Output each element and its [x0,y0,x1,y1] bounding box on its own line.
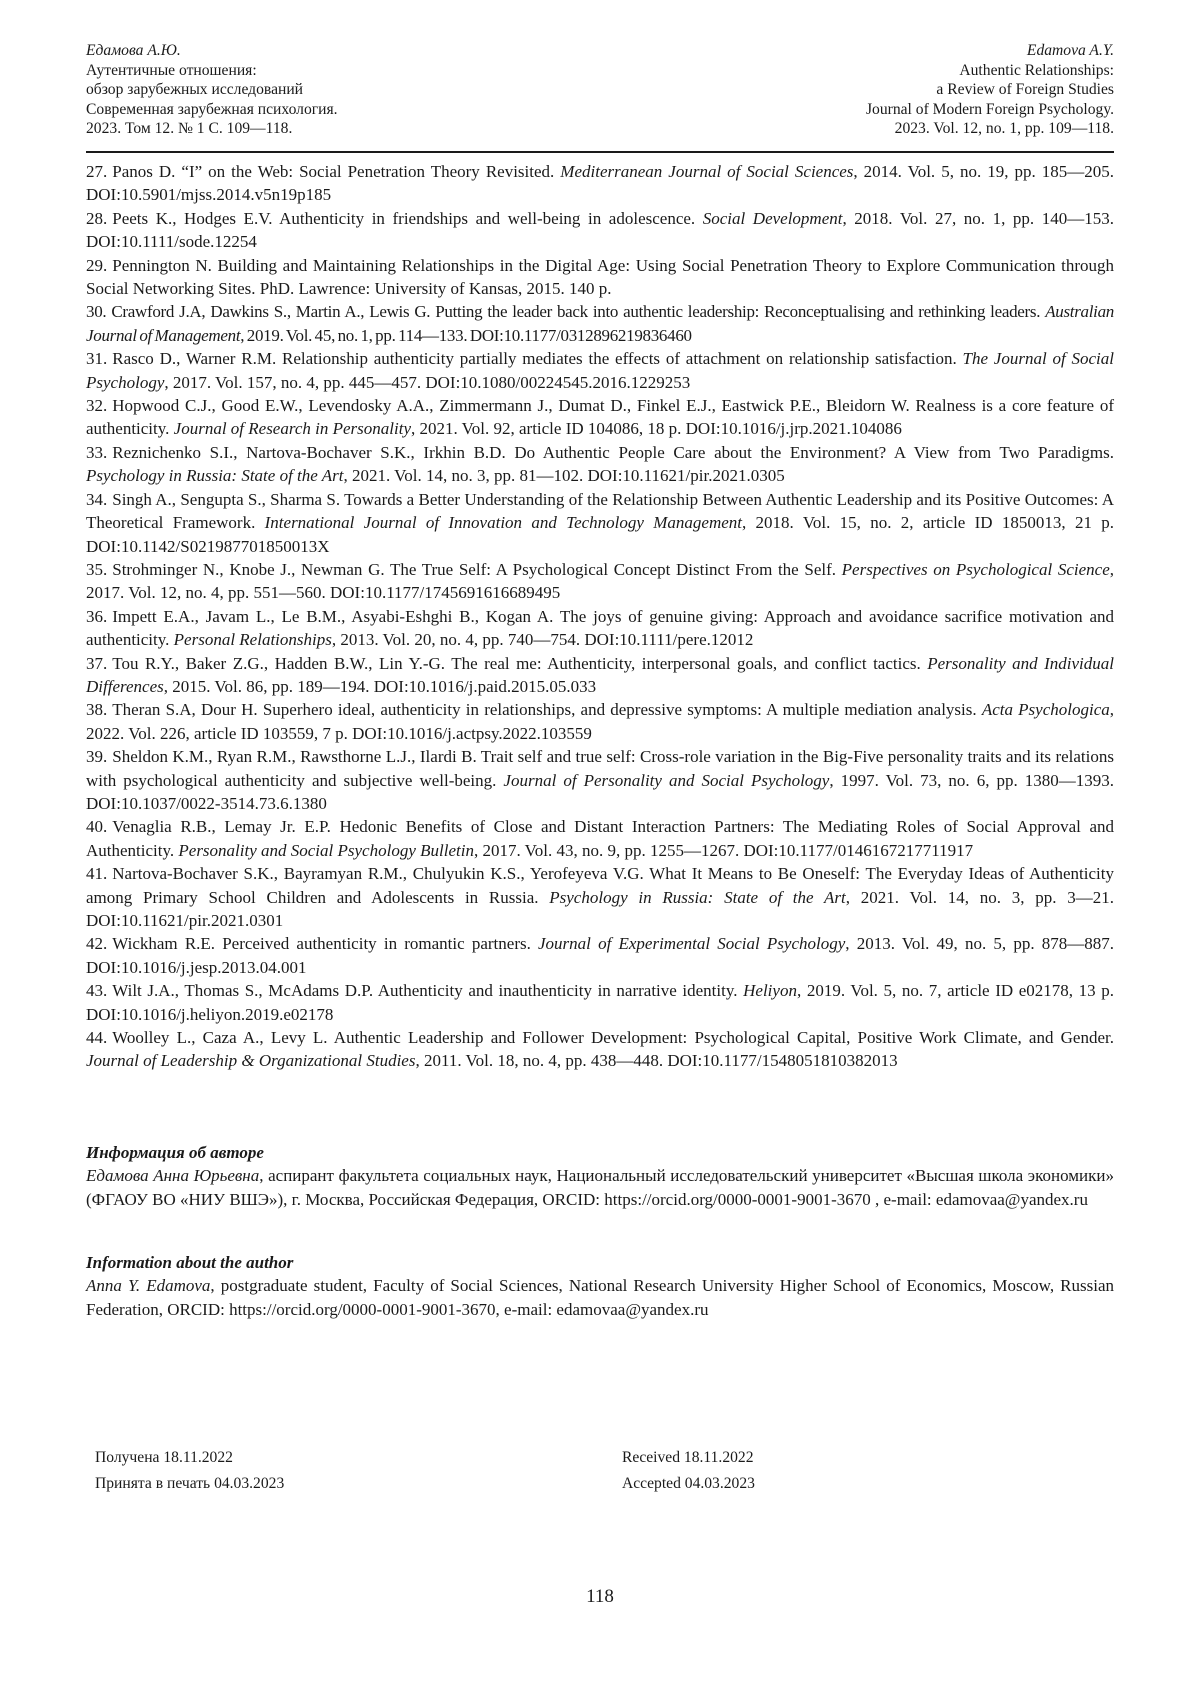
reference-item [86,979,1114,1026]
reference-item [86,558,1114,605]
reference-text: Sheldon K.M., Ryan R.M., Rawsthorne L.J., Ilardi B. Trait self and true self: Cross-role variation in the Big-Five personality traits and its relations with psychological authenticity and subjective well-being. [86,747,1114,790]
reference-text: Nartova-Bochaver S.K., Bayramyan R.M., Chulyukin K.S., Yerofeyeva V.G. What It Means to Be Oneself: The Everyday Ideas of Authenticity among Primary School Children and Adolescents in Russia. [86,864,1114,907]
header-title-en-2: a Review of Foreign Studies [936,81,1114,99]
dates-ru [95,1445,284,1497]
author-info-heading-ru: Информация об авторе [86,1143,264,1162]
dates-en [622,1445,755,1497]
reference-journal: International Journal of Innovation and Technology Management [264,513,742,533]
reference-item [86,815,1114,862]
reference-item [86,160,1114,207]
reference-journal: Personality and Individual Differences [86,653,1114,696]
reference-text: Wickham R.E. Perceived authenticity in romantic partners. [112,934,539,954]
header-title-en-1: Authentic Relationships: [959,61,1114,79]
author-details-ru: , аспирант факультета социальных наук, Национальный исследовательский университет «Высшая школа экономики» (ФГАОУ ВО «НИУ ВШЭ»), г. Москва, Российская Федерация, ORCID: https://orcid.org/0000-0001-9001-3670 , e-mail: edamovaa@yandex.ru [86,1166,1114,1209]
reference-item [86,394,1114,441]
received-date-en: Received 18.11.2022 [622,1449,754,1466]
reference-details: , 2021. Vol. 14, no. 3, pp. 81—102. DOI:10.11621/pir.2021.0305 [343,466,785,486]
reference-details: , 2019. Vol. 5, no. 7, article ID e02178, 13 p. DOI:10.1016/j.heliyon.2019.e02178 [86,981,1115,1024]
reference-number: 42. [86,934,108,954]
reference-journal: The Journal of Social Psychology [86,349,1114,392]
reference-text: Woolley L., Caza A., Levy L. Authentic Leadership and Follower Development: Psychological Capital, Positive Work Climate, and Gender. [112,1028,1114,1048]
reference-details: , 2017. Vol. 12, no. 4, pp. 551—560. DOI:10.1177/1745691616689495 [86,559,1114,603]
reference-item [86,698,1114,745]
reference-text: Theran S.A, Dour H. Superhero ideal, authenticity in relationships, and depressive symptoms: A multiple mediation analysis. [112,700,982,720]
author-info-heading-en: Information about the author [86,1253,294,1272]
reference-number: 33. [86,442,108,462]
reference-journal: Psychology in Russia: State of the Art [549,887,846,907]
reference-journal: Acta Psychologica [981,700,1110,720]
reference-journal: Personality and Social Psychology Bulletin [178,840,474,860]
reference-number: 36. [86,606,108,626]
reference-journal: Psychology in Russia: State of the Art [86,466,344,486]
header-title-ru-1: Аутентичные отношения: [86,61,257,79]
reference-list [86,160,1114,1073]
reference-details: , 2015. Vol. 86, pp. 189—194. DOI:10.1016/j.paid.2015.05.033 [163,676,597,696]
reference-text: Crawford J.A, Dawkins S., Martin A., Lewis G. Putting the leader back into authentic leadership: Reconceptualising and rethinking leaders. [111,302,1046,322]
reference-details: , 2017. Vol. 43, no. 9, pp. 1255—1267. DOI:10.1177/0146167217711917 [473,840,974,860]
reference-item [86,605,1114,652]
author-name-en: Anna Y. Edamova [86,1276,211,1296]
reference-text: Impett E.A., Javam L., Le B.M., Asyabi-Eshghi B., Kogan A. The joys of genuine giving: Approach and avoidance sacrifice motivation and authenticity. [86,606,1114,650]
header-author-en: Edamova A.Y. [1026,42,1114,59]
reference-number: 31. [86,349,108,369]
accepted-date-ru: Принята в печать 04.03.2023 [95,1475,285,1492]
reference-item [86,488,1114,558]
reference-details: , 2013. Vol. 20, no. 4, pp. 740—754. DOI:10.1111/pere.12012 [331,630,754,650]
reference-text: Tou R.Y., Baker Z.G., Hadden B.W., Lin Y.-G. The real me: Authenticity, interpersonal goals, and conflict tactics. [112,653,928,673]
reference-number: 27. [86,162,108,181]
reference-item [86,254,1114,301]
running-header [86,41,1114,151]
header-left-ru [86,41,338,139]
reference-details: , 2018. Vol. 27, no. 1, pp. 140—153. DOI:10.1111/sode.12254 [86,208,1114,252]
author-details-en: , postgraduate student, Faculty of Social Sciences, National Research University Higher School of Economics, Moscow, Russian Federation, ORCID: https://orcid.org/0000-0001-9001-3670, e-mail: edamovaa@yandex.ru [86,1276,1114,1319]
header-issue-ru: 2023. Том 12. № 1 С. 109—118. [86,120,293,138]
received-date-ru: Получена 18.11.2022 [95,1449,233,1466]
reference-number: 38. [86,700,108,720]
header-right-en [866,41,1114,139]
reference-item [86,441,1114,488]
reference-text: Panos D. “I” on the Web: Social Penetration Theory Revisited. [112,162,561,181]
reference-journal: Heliyon [743,981,797,1001]
reference-item [86,207,1114,254]
reference-details: , 1997. Vol. 73, no. 6, pp. 1380—1393. DOI:10.1037/0022-3514.73.6.1380 [86,770,1114,813]
author-info-body-en [86,1274,1114,1321]
reference-item [86,652,1114,699]
header-title-ru-2: обзор зарубежных исследований [86,81,304,99]
reference-text: Pennington N. Building and Maintaining Relationships in the Digital Age: Using Social Penetration Theory to Explore Communication through Social Networking Sites. PhD. Lawrence: University of Kansas, 2015. 140 p. [86,255,1114,299]
reference-details: , 2021. Vol. 14, no. 3, pp. 3—21. DOI:10.11621/pir.2021.0301 [86,887,1114,930]
author-info-en [86,1251,1114,1321]
accepted-date-en: Accepted 04.03.2023 [622,1475,755,1492]
reference-details: , 2017. Vol. 157, no. 4, pp. 445—457. DOI:10.1080/00224545.2016.1229253 [164,372,691,392]
header-divider [86,151,1114,153]
reference-details: , 2011. Vol. 18, no. 4, pp. 438—448. DOI:10.1177/1548051810382013 [415,1051,898,1071]
reference-journal: Journal of Leadership & Organizational Studies [86,1051,416,1071]
reference-journal: Journal of Personality and Social Psychology [503,770,830,790]
reference-number: 40. [86,817,108,837]
reference-number: 41. [86,864,108,884]
reference-details: , 2018. Vol. 15, no. 2, article ID 1850013, 21 p. DOI:10.1142/S021987701850013X [86,513,1115,556]
reference-details: , 2019. Vol. 45, no. 1, pp. 114—133. DOI:10.1177/0312896219836460 [240,325,692,345]
reference-item [86,745,1114,815]
reference-details: , 2022. Vol. 226, article ID 103559, 7 p. DOI:10.1016/j.actpsy.2022.103559 [86,700,1114,743]
reference-journal: Personal Relationships [173,630,332,650]
reference-journal: Journal of Research in Personality [173,419,411,439]
reference-item [86,932,1114,979]
reference-number: 43. [86,981,108,1001]
reference-text: Rasco D., Warner R.M. Relationship authenticity partially mediates the effects of attachment on relationship satisfaction. [112,349,963,369]
reference-details: , 2021. Vol. 92, article ID 104086, 18 p. DOI:10.1016/j.jrp.2021.104086 [410,419,902,439]
reference-text: Hopwood C.J., Good E.W., Levendosky A.A., Zimmermann J., Dumat D., Finkel E.J., Eastwick P.E., Bleidorn W. Realness is a core feature of authenticity. [86,396,1114,439]
author-info-ru [86,1141,1114,1211]
reference-journal: Social Development [702,208,843,228]
author-name-ru: Едамова Анна Юрьевна [86,1166,260,1186]
reference-item [86,1026,1114,1073]
reference-number: 37. [86,653,108,673]
header-issue-en: 2023. Vol. 12, no. 1, pp. 109—118. [894,120,1114,138]
reference-number: 34. [86,489,108,509]
reference-text: Reznichenko S.I., Nartova-Bochaver S.K., Irkhin B.D. Do Authentic People Care about the Environment? A View from Two Paradigms. [112,442,1114,462]
reference-details: , 2013. Vol. 49, no. 5, pp. 878—887. DOI:10.1016/j.jesp.2013.04.001 [86,934,1114,977]
reference-text: Strohminger N., Knobe J., Newman G. The True Self: A Psychological Concept Distinct From the Self. [112,559,842,579]
reference-number: 29. [86,255,108,275]
header-journal-en: Journal of Modern Foreign Psychology. [865,100,1114,118]
reference-item [86,862,1114,932]
reference-item [86,347,1114,394]
reference-journal: Mediterranean Journal of Social Sciences [560,162,854,181]
author-info-body-ru [86,1164,1114,1211]
reference-text: Peets K., Hodges E.V. Authenticity in friendships and well-being in adolescence. [112,208,703,228]
page-number: 118 [586,1586,614,1607]
reference-text: Venaglia R.B., Lemay Jr. E.P. Hedonic Benefits of Close and Distant Interaction Partners: The Mediating Roles of Social Approval and Authenticity. [86,817,1114,860]
header-journal-ru: Современная зарубежная психология. [86,100,338,118]
reference-journal: Journal of Experimental Social Psychology [538,934,846,954]
reference-details: , 2014. Vol. 5, no. 19, pp. 185—205. DOI:10.5901/mjss.2014.v5n19p185 [86,162,1114,205]
header-author-ru: Едамова А.Ю. [86,42,181,59]
reference-number: 35. [86,559,108,579]
reference-number: 32. [86,396,108,416]
reference-text: Wilt J.A., Thomas S., McAdams D.P. Authenticity and inauthenticity in narrative identity. [112,981,744,1001]
reference-number: 30. [86,302,107,322]
reference-item [86,300,1114,347]
reference-number: 39. [86,747,108,767]
reference-number: 28. [86,208,108,228]
reference-text: Singh A., Sengupta S., Sharma S. Towards a Better Understanding of the Relationship Between Authentic Leadership and its Positive Outcomes: A Theoretical Framework. [86,489,1114,533]
reference-journal: Australian Journal of Management [86,302,1114,345]
reference-number: 44. [86,1028,108,1048]
reference-journal: Perspectives on Psychological Science [841,559,1110,579]
